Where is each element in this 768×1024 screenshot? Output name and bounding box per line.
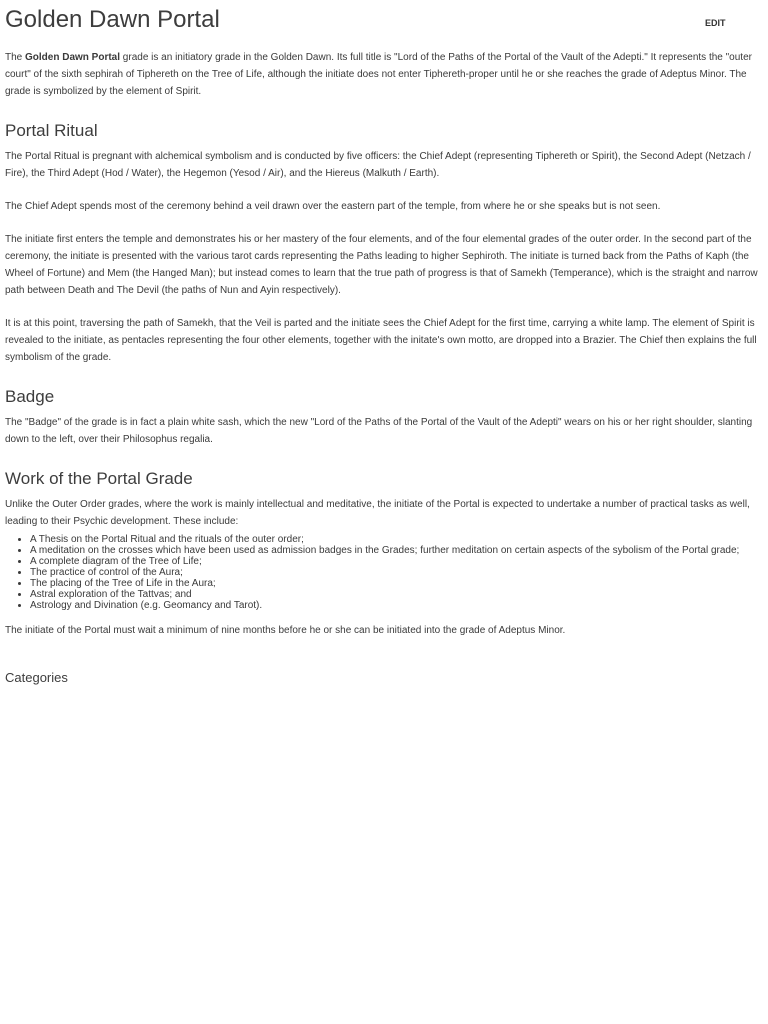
list-item: • A Thesis on the Portal Ritual and the rituals of the outer order;: [30, 534, 763, 545]
list-item: • A meditation on the crosses which have been used as admission badges in the Grades; further meditation on certain aspects of the sybolism of the Portal grade;: [30, 545, 763, 556]
list-item: • The placing of the Tree of Life in the Aura;: [30, 578, 763, 589]
section-heading-portal-ritual: Portal Ritual: [5, 121, 98, 140]
work-closing-paragraph: The initiate of the Portal must wait a minimum of nine months before he or she can be initiated into the grade of Adeptus Minor.: [5, 625, 566, 636]
categories-heading: Categories: [5, 670, 68, 685]
intro-paragraph: [5, 49, 763, 100]
work-task-list: [5, 534, 763, 611]
title-row: [5, 0, 763, 44]
section-heading-work: Work of the Portal Grade: [5, 469, 193, 488]
list-item: • Astrology and Divination (e.g. Geomancy and Tarot).: [30, 600, 763, 611]
edit-button[interactable]: EDIT: [705, 18, 726, 28]
list-item: • The practice of control of the Aura;: [30, 567, 763, 578]
ritual-paragraph: The Portal Ritual is pregnant with alchemical symbolism and is conducted by five officers: the Chief Adept (representing Tiphereth or Spirit), the Second Adept (Netzach / Fire), the Third Adept (Hod / Water), the Hegemon (Yesod / Air), and the Hiereus (Malkuth / Earth).: [5, 151, 751, 179]
intro-term: Golden Dawn Portal: [25, 52, 121, 63]
ritual-paragraph: The Chief Adept spends most of the ceremony behind a veil drawn over the eastern part of the temple, from where he or she speaks but is not seen.: [5, 201, 661, 212]
intro-text-pre: The: [5, 52, 26, 63]
section-heading-badge: Badge: [5, 387, 55, 406]
work-intro-paragraph: Unlike the Outer Order grades, where the work is mainly intellectual and meditative, the initiate of the Portal is expected to undertake a number of practical tasks as well, leading to their Psychic development. These include:: [5, 499, 750, 527]
ritual-paragraph: It is at this point, traversing the path of Samekh, that the Veil is parted and the initiate sees the Chief Adept for the first time, carrying a white lamp. The element of Spirit is revealed to the initiate, as pentacles representing the four other elements, together with the initate's own motto, are dropped into a Brazier. The Chief then explains the full symbolism of the grade.: [5, 318, 757, 363]
article: [5, 0, 763, 689]
page-title: Golden Dawn Portal: [5, 6, 220, 33]
badge-paragraph: The "Badge" of the grade is in fact a plain white sash, which the new "Lord of the Paths of the Portal of the Vault of the Adepti" wears on his or her right shoulder, slanting down to the left, over their Philosophus regalia.: [5, 417, 753, 445]
list-item: • A complete diagram of the Tree of Life;: [30, 556, 763, 567]
ritual-paragraph: The initiate first enters the temple and demonstrates his or her mastery of the four elements, and of the four elemental grades of the outer order. In the second part of the ceremony, the initiate is presented with the various tarot cards representing the Paths leading to higher Sephiroth. The initiate is turned back from the Paths of Kaph (the Wheel of Fortune) and Mem (the Hanged Man); but instead comes to learn that the true path of progress is that of Samekh (Temperance), which is the straight and narrow path between Death and The Devil (the paths of Nun and Ayin respectively).: [5, 234, 758, 296]
intro-text-post: grade is an initiatory grade in the Golden Dawn. Its full title is "Lord of the Paths of the Portal of the Vault of the Adepti." It represents the "outer court" of the sixth sephirah of Tiphereth on the Tree of Life, although the initiate does not enter Tiphereth-proper until he or she reaches the grade of Adeptus Minor. The grade is symbolized by the element of Spirit.: [5, 52, 752, 97]
list-item: • Astral exploration of the Tattvas; and: [30, 589, 763, 600]
